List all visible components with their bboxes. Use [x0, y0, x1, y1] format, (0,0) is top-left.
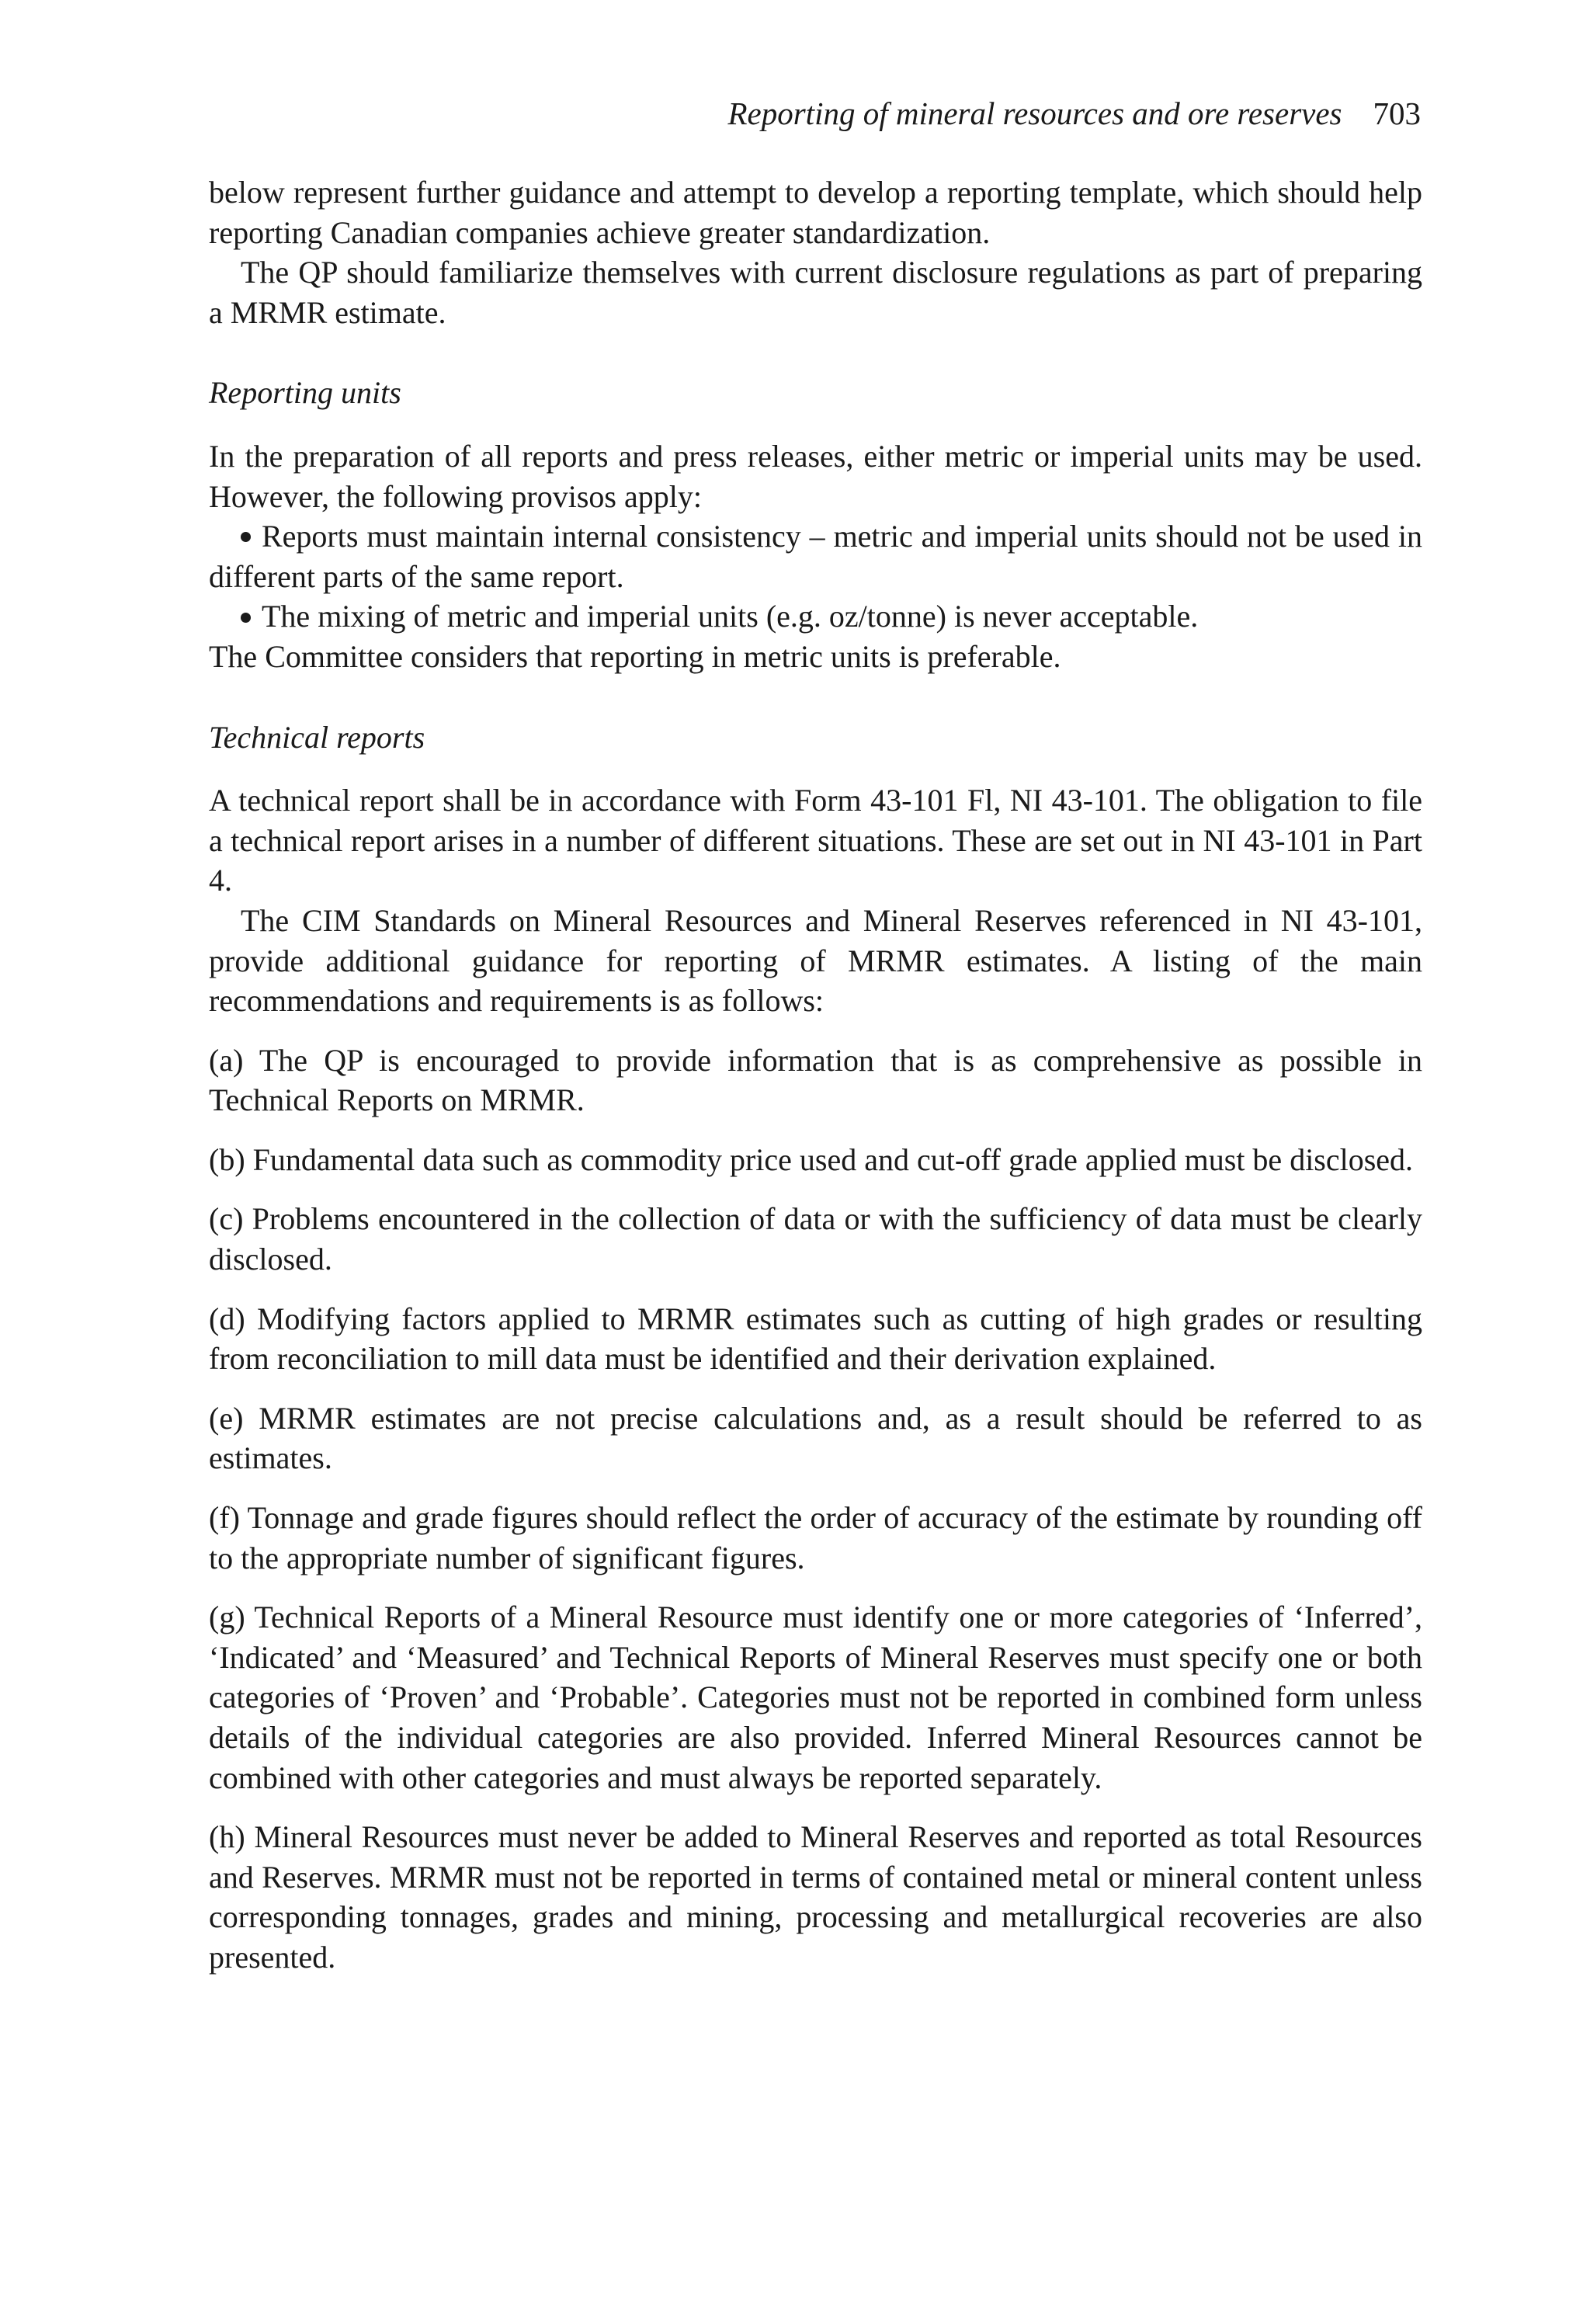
intro-paragraph: The QP should familiarize themselves with current disclosure regulations as part of preparing a MRMR estimate. — [209, 255, 1422, 330]
bullet-icon — [241, 532, 251, 542]
bullet-item — [209, 596, 1422, 637]
body-paragraph: In the preparation of all reports and press releases, either metric or imperial units may be used. However, the following provisos apply: — [209, 438, 1422, 514]
bullet-text: The mixing of metric and imperial units (e.g. oz/tonne) is never acceptable. — [262, 599, 1199, 634]
bullet-item — [209, 516, 1422, 596]
list-item: (a) The QP is encouraged to provide information that is as comprehensive as possible in Technical Reports on MRMR. — [209, 1042, 1422, 1118]
list-item: (g) Technical Reports of a Mineral Resource must identify one or more categories of ‘Inferred’, ‘Indicated’ and ‘Measured’ and Technical Reports of Mineral Reserves must specify one or both categories of ‘Proven’ and ‘Probable’. Categories must not be reported in combined form unless details of the individual categories are also provided. Inferred Mineral Resources cannot be combined with other categories and must always be reported separately. — [209, 1600, 1422, 1795]
list-item: (c) Problems encountered in the collection of data or with the sufficiency of data must be clearly disclosed. — [209, 1201, 1422, 1277]
section-heading-technical-reports: Technical reports — [209, 719, 425, 755]
page-number: 703 — [1373, 96, 1421, 131]
body-paragraph: A technical report shall be in accordance with Form 43-101 Fl, NI 43-101. The obligation to file a technical report arises in a number of different situations. These are set out in NI 43-101 in Part 4. — [209, 783, 1422, 898]
bullet-text: Reports must maintain internal consistency – metric and imperial units should not be used in different parts of the same report. — [209, 519, 1422, 594]
list-item: (e) MRMR estimates are not precise calculations and, as a result should be referred to as estimates. — [209, 1400, 1422, 1476]
running-header-title: Reporting of mineral resources and ore reserves — [727, 96, 1342, 131]
body-paragraph: The Committee considers that reporting in metric units is preferable. — [209, 638, 1061, 674]
running-header — [727, 93, 1421, 134]
list-item: (d) Modifying factors applied to MRMR estimates such as cutting of high grades or resulting from reconciliation to mill data must be identified and their derivation explained. — [209, 1301, 1422, 1377]
intro-paragraph: below represent further guidance and attempt to develop a reporting template, which should help reporting Canadian companies achieve greater standardization. — [209, 175, 1422, 250]
section-heading-reporting-units: Reporting units — [209, 375, 401, 411]
page-body — [209, 172, 1422, 1978]
list-item: (h) Mineral Resources must never be added to Mineral Reserves and reported as total Resources and Reserves. MRMR must not be reported in terms of contained metal or mineral content unless corresponding tonnages, grades and mining, processing and metallurgical recoveries are also presented. — [209, 1819, 1422, 1975]
bullet-icon — [241, 613, 251, 623]
list-item: (f) Tonnage and grade figures should reflect the order of accuracy of the estimate by rounding off to the appropriate number of significant figures. — [209, 1500, 1422, 1575]
body-paragraph: The CIM Standards on Mineral Resources and Mineral Reserves referenced in NI 43-101, provide additional guidance for reporting of MRMR estimates. A listing of the main recommendations and requirements is as follows: — [209, 902, 1422, 1019]
list-item: (b) Fundamental data such as commodity price used and cut-off grade applied must be disclosed. — [209, 1141, 1414, 1177]
